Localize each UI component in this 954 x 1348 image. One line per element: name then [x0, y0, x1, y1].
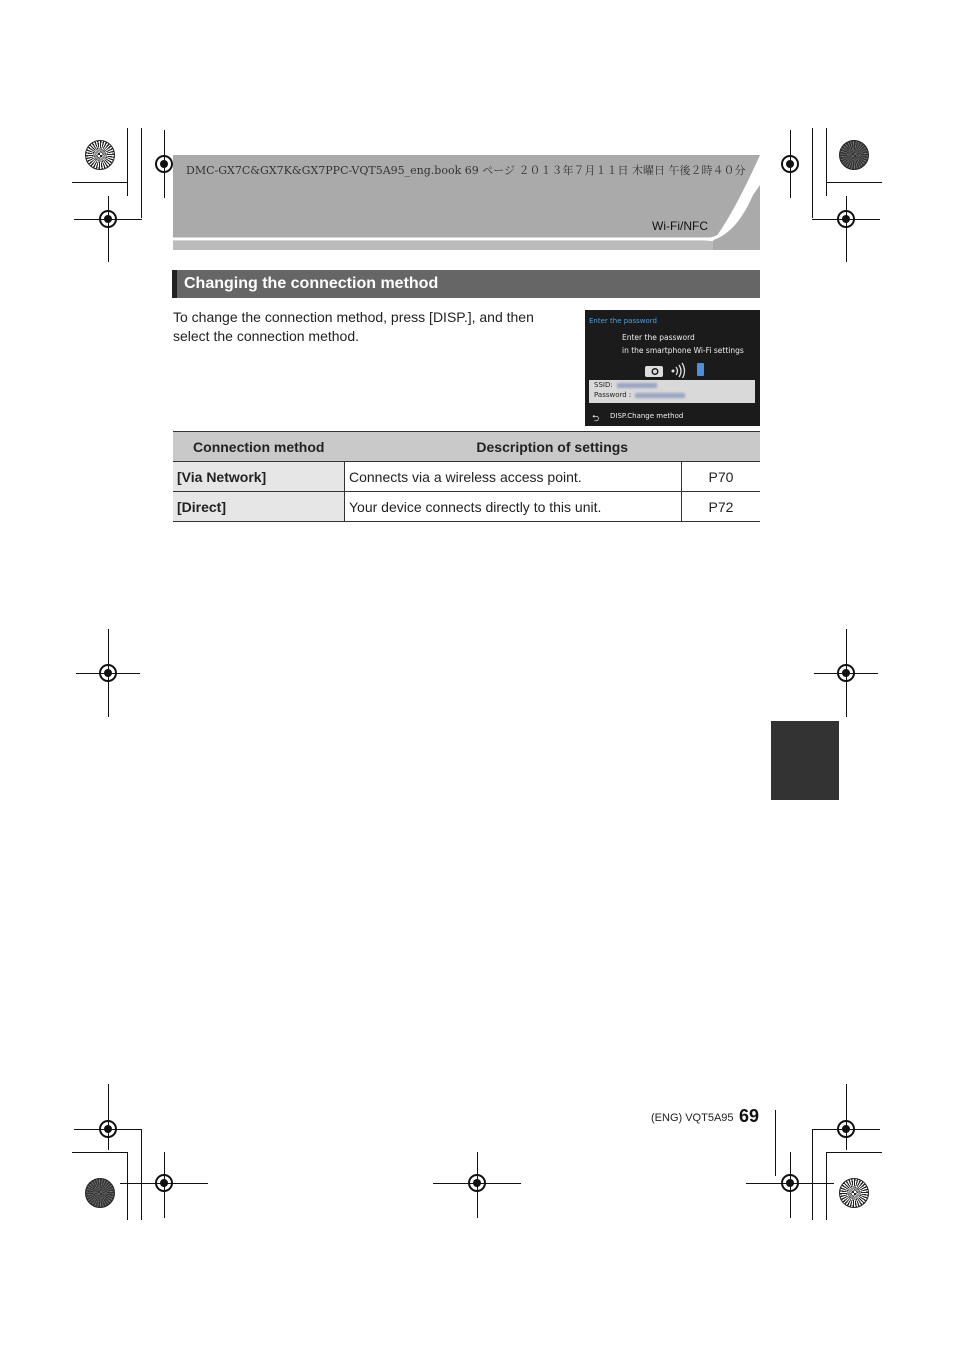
back-icon: ⮌ — [592, 414, 600, 424]
table-cell-page-ref: P70 — [682, 462, 761, 492]
table-row — [173, 492, 760, 522]
connection-methods-table — [173, 431, 760, 522]
intro-paragraph: To change the connection method, press [DISP.], and then select the connection method. — [173, 309, 534, 344]
ssid-value-blurred — [617, 383, 657, 388]
document-code: (ENG) VQT5A95 — [651, 1112, 734, 1124]
table-cell-page-ref: P72 — [682, 492, 761, 522]
connection-icons — [643, 362, 709, 378]
screen-title: Enter the password — [589, 317, 657, 325]
section-heading — [172, 270, 760, 298]
table-header-row — [173, 432, 760, 462]
section-tag: Wi-Fi/NFC — [652, 219, 708, 233]
chapter-side-tab — [771, 721, 839, 800]
screen-footer-hint: DISP.Change method — [610, 412, 684, 420]
camera-screen-illustration — [585, 310, 760, 426]
section-heading-text: Changing the connection method — [184, 275, 439, 292]
table-row — [173, 462, 760, 492]
table-cell-method: [Via Network] — [173, 462, 345, 492]
table-cell-method: [Direct] — [173, 492, 345, 522]
screen-ssid-label: SSID: — [594, 381, 613, 389]
smartphone-icon — [697, 363, 704, 376]
page-number: 69 — [739, 1106, 760, 1126]
screen-password-label: Password : — [594, 391, 632, 399]
table-cell-description: Connects via a wireless access point. — [345, 462, 682, 492]
screen-instruction-line1: Enter the password — [622, 333, 695, 342]
table-header-description: Description of settings — [345, 432, 761, 462]
table-header-method: Connection method — [173, 432, 345, 462]
table-cell-description: Your device connects directly to this unit. — [345, 492, 682, 522]
screen-instruction-line2: in the smartphone Wi-Fi settings — [622, 346, 744, 355]
file-meta-text: DMC-GX7C&GX7K&GX7PPC-VQT5A95_eng.book 69 ページ ２０１３年７月１１日 木曜日 午後２時４０分 — [186, 164, 746, 177]
password-value-blurred — [635, 393, 685, 398]
wireless-icon — [672, 370, 675, 373]
